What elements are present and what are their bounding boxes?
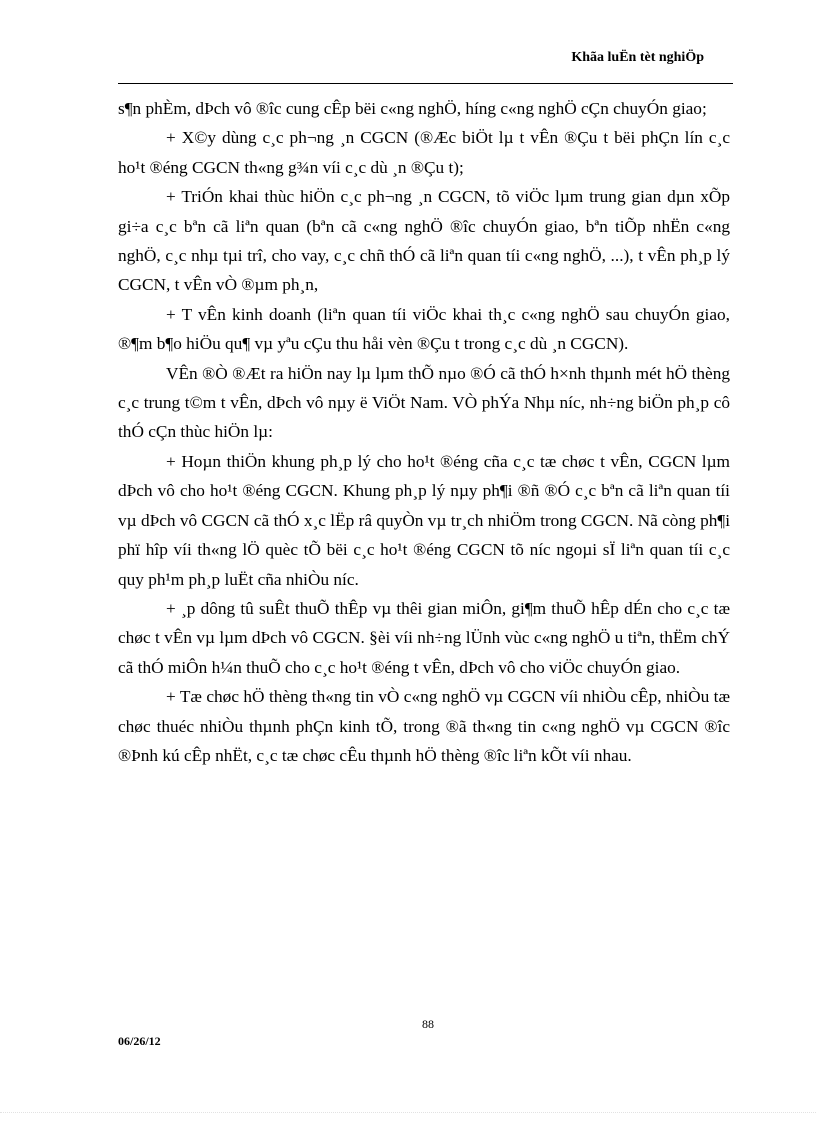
paragraph: + X©y dùng c¸c ph¬ng ¸n CGCN (®Æc biÖt lµ t vÊn ®Çu t bëi phÇn lín c¸c ho¹t ®éng CGCN th«ng g¾n víi c¸c dù ¸n ®Çu t); xyxy=(118,128,730,177)
footer-date: 06/26/12 xyxy=(118,1034,161,1048)
document-header-title: Khãa luËn tèt nghiÖp xyxy=(571,50,704,65)
paragraph: + Tæ chøc hÖ thèng th«ng tin vÒ c«ng nghÖ vµ CGCN víi nhiÒu cÊp, nhiÒu tæ chøc thuéc nhiÒu thµnh phÇn kinh tÕ, trong ®ã th«ng tin c«ng nghÖ vµ CGCN ®îc ®Þnh kú cÊp nhËt, c¸c tæ chøc cÊu thµnh hÖ thèng ®îc liªn kÕt víi nhau. xyxy=(118,687,730,765)
header-divider xyxy=(118,83,733,84)
page-number: 88 xyxy=(422,1017,434,1031)
document-body xyxy=(118,94,730,770)
paragraph: VÊn ®Ò ®Æt ra hiÖn nay lµ lµm thÕ nµo ®Ó cã thÓ h×nh thµnh mét hÖ thèng c¸c trung t©m t vÊn, dÞch vô nµy ë ViÖt Nam. VÒ phÝa Nhµ níc, nh÷ng biÖn ph¸p cô thÓ cÇn thùc hiÖn lµ: xyxy=(118,363,730,442)
paragraph: s¶n phÈm, dÞch vô ®îc cung cÊp bëi c«ng nghÖ, híng c«ng nghÖ cÇn chuyÓn giao; xyxy=(118,99,707,118)
page-bottom-edge xyxy=(0,1112,816,1113)
paragraph: + ¸p dông tû suÊt thuÕ thÊp vµ thêi gian miÔn, gi¶m thuÕ hÊp dÉn cho c¸c tæ chøc t vÊn vµ lµm dÞch vô CGCN. §èi víi nh÷ng lÜnh vùc c«ng nghÖ u tiªn, thËm chÝ cã thÓ miÔn h¼n thuÕ cho c¸c ho¹t ®éng t vÊn, dÞch vô cho viÖc chuyÓn giao. xyxy=(118,598,730,677)
paragraph: + TriÓn khai thùc hiÖn c¸c ph¬ng ¸n CGCN, tõ viÖc lµm trung gian dµn xÕp gi÷a c¸c bªn cã liªn quan (bªn cã c«ng nghÖ ®îc chuyÓn giao, bªn tiÕp nhËn c«ng nghÖ, c¸c nhµ tµi trî, cho vay, c¸c chñ thÓ cã liªn quan tíi c«ng nghÖ, ...), t vÊn ph¸p lý CGCN, t vÊn vÒ ®µm ph¸n, xyxy=(118,187,730,295)
paragraph: + Hoµn thiÖn khung ph¸p lý cho ho¹t ®éng cña c¸c tæ chøc t vÊn, CGCN lµm dÞch vô cho ho¹t ®éng CGCN. Khung ph¸p lý nµy ph¶i ®ñ ®Ó c¸c bªn cã liªn quan tíi vµ dÞch vô CGCN cã thÓ x¸c lËp râ quyÒn vµ tr¸ch nhiÖm trong CGCN. Nã còng ph¶i phï hîp víi th«ng lÖ quèc tÕ bëi c¸c ho¹t ®éng CGCN tõ níc ngoµi sÏ liªn quan tíi c¸c quy ph¹m ph¸p luËt cña nhiÒu níc. xyxy=(118,451,730,589)
paragraph: + T vÊn kinh doanh (liªn quan tíi viÖc khai th¸c c«ng nghÖ sau chuyÓn giao, ®¶m b¶o hiÖu qu¶ vµ yªu cÇu thu håi vèn ®Çu t trong c¸c dù ¸n CGCN). xyxy=(118,304,730,354)
